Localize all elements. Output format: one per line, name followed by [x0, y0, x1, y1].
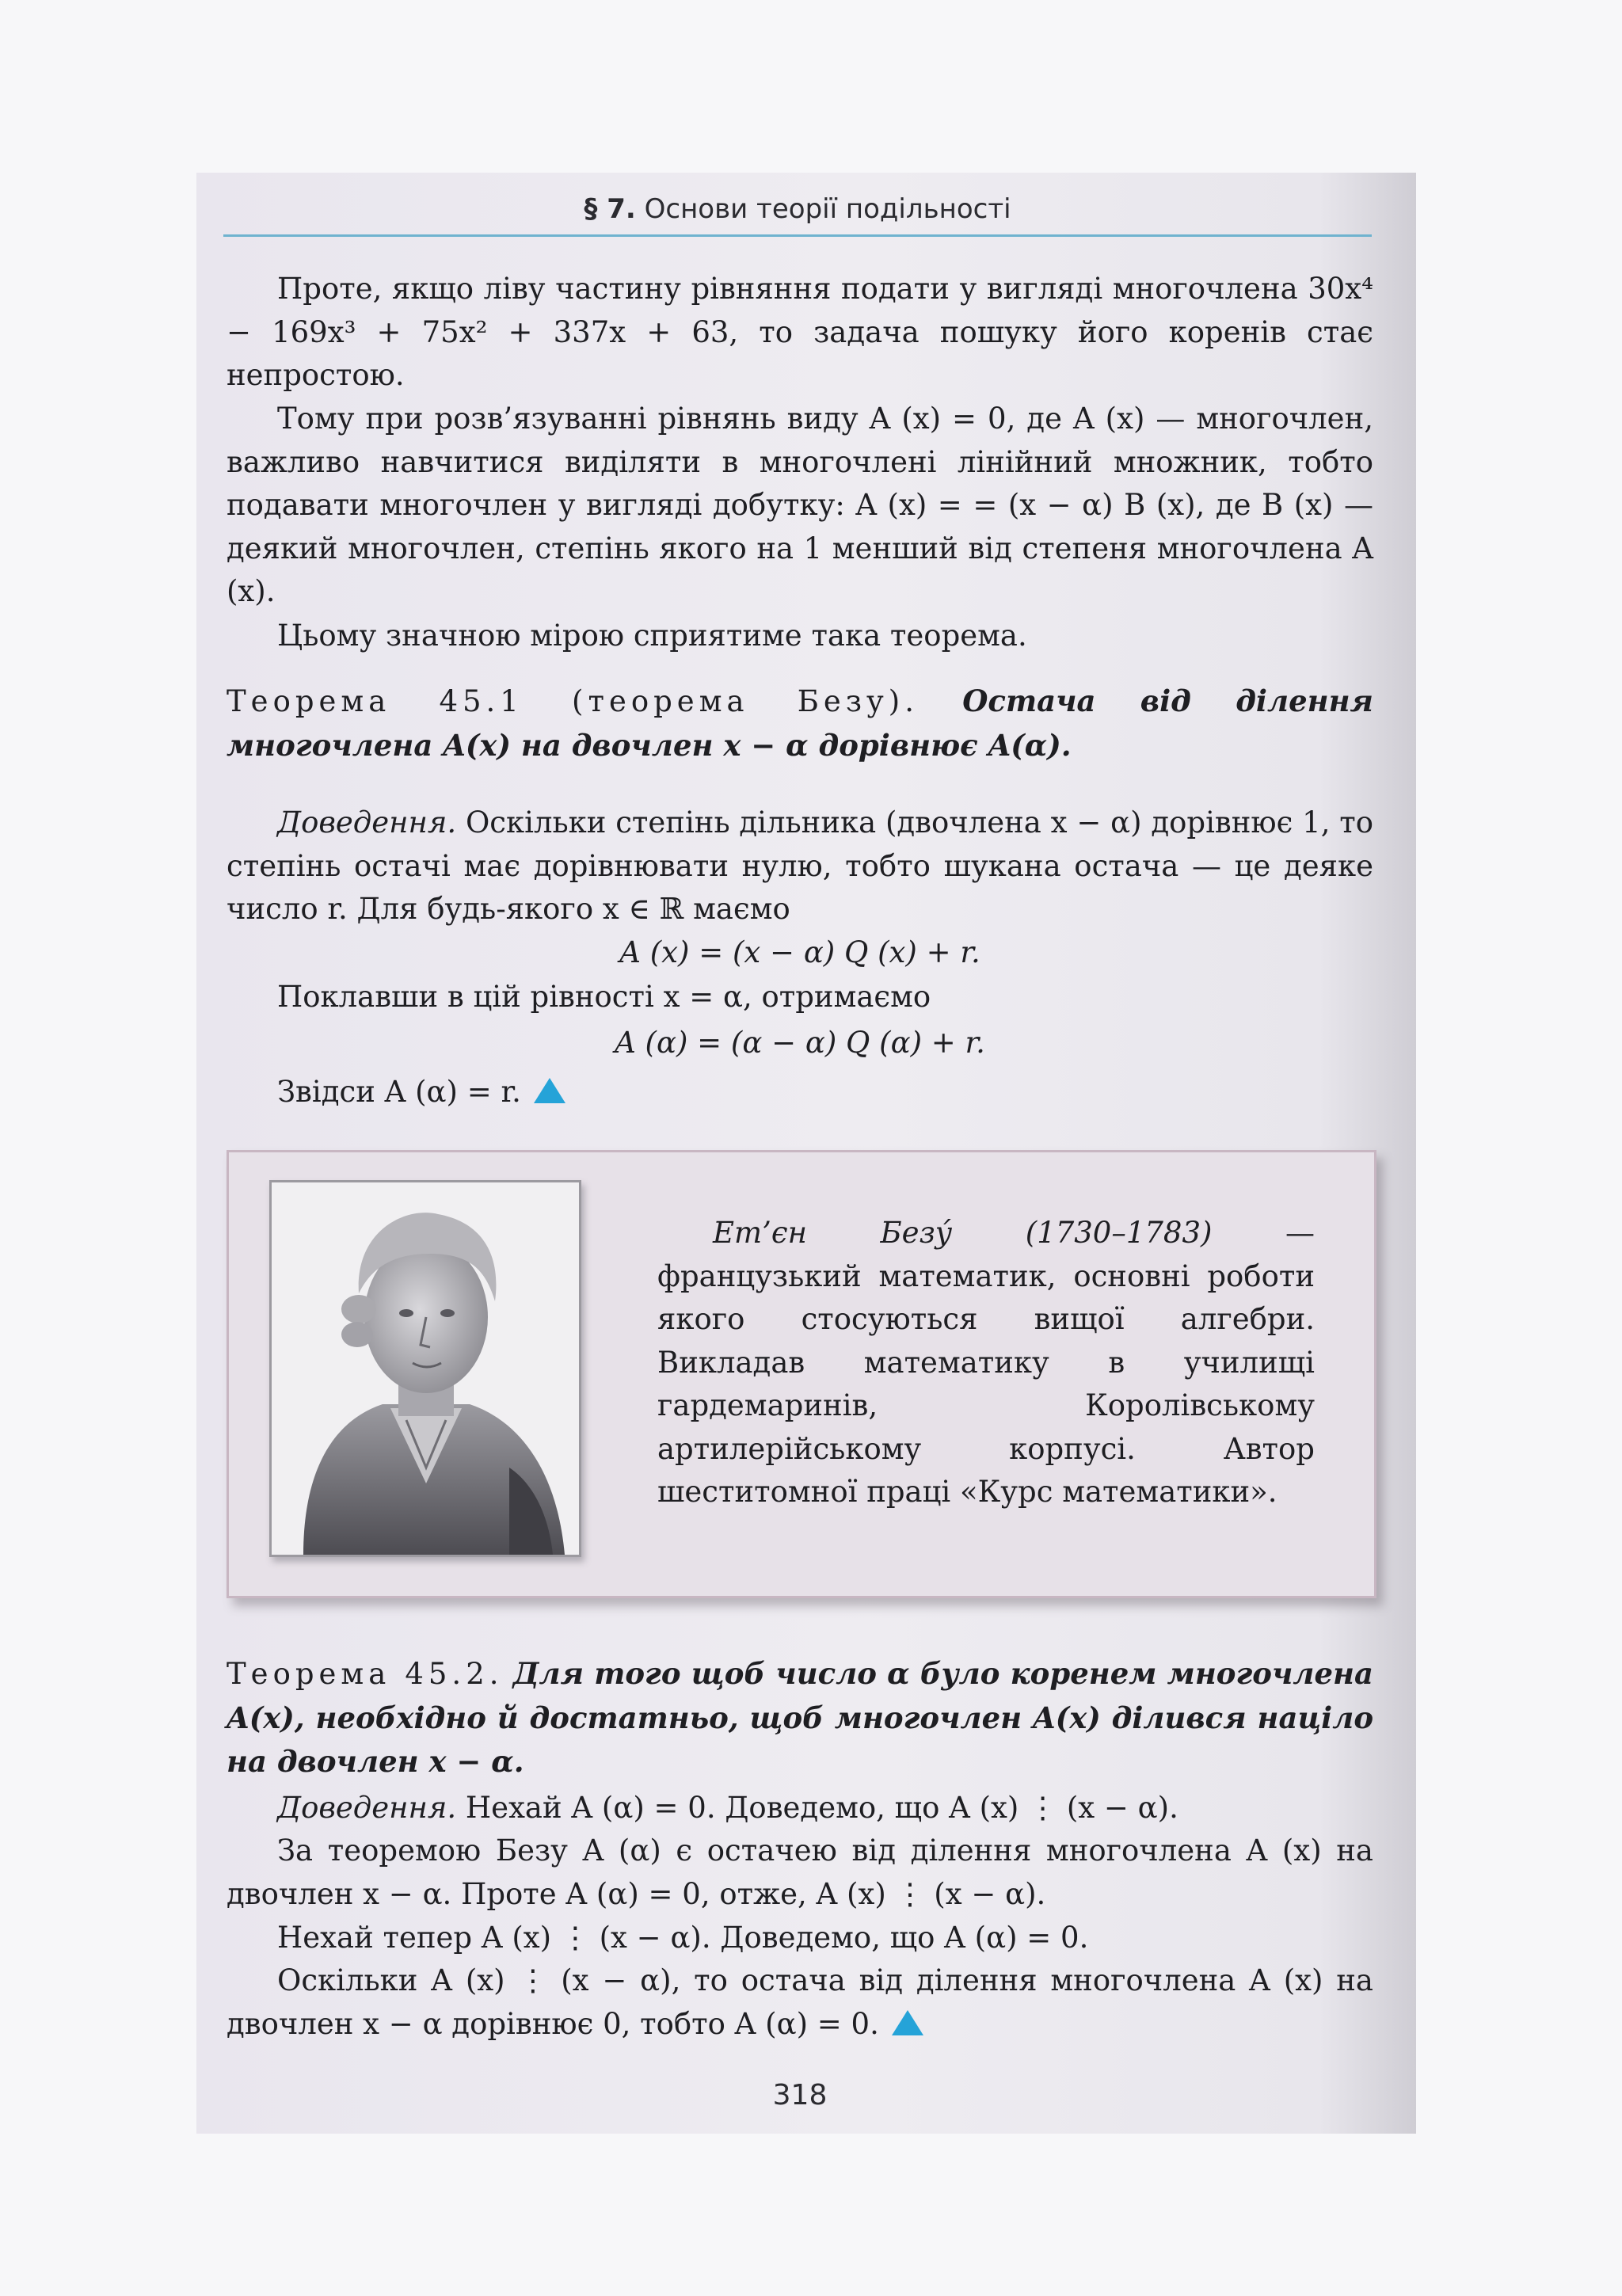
theorem-statement: Остача від ділення многочлена A(x) на двочлен x − α дорівнює A(α).	[227, 683, 1374, 763]
proof-1-paragraph	[227, 802, 1373, 931]
theorem-45-1	[227, 680, 1373, 767]
proof-text: Оскільки степінь дільника (двочлена x − α) дорівнює 1, то степінь остачі має дорівнювати нулю, тобто шукана остача — це деяке число r. Для будь-якого x ∈ ℝ маємо	[227, 805, 1374, 926]
page-number: 318	[772, 2079, 828, 2111]
header-divider	[223, 234, 1372, 237]
section-title: Основи теорії подільності	[644, 193, 1011, 225]
proof-2-line-4	[227, 1959, 1373, 2046]
paragraph-3: Цьому значною мірою сприятиме така теорема.	[277, 619, 1027, 653]
theorem-45-2	[227, 1652, 1373, 1784]
proof-2-text-1: Нехай A (α) = 0. Доведемо, що A (x) ⋮ (x − α).	[465, 1791, 1178, 1825]
theorem-label: Теорема 45.2.	[227, 1657, 504, 1691]
paragraph-2: Тому при розв’язуванні рівнянь виду A (x) = 0, де A (x) — многочлен, важливо навчитися виділяти в многочлені лінійний множник, тобто подавати многочлен у вигляді добутку: A (x) = = (x − α) B (x), де B (x) — деякий многочлен, степінь якого на 1 менший від степеня многочлена A (x).	[227, 402, 1373, 608]
biography-text	[657, 1212, 1315, 1514]
blue-triangle-icon	[534, 1078, 565, 1103]
bio-description: — французький математик, основні роботи якого стосуються вищої алгебри. Викладав математику в училищі гардемаринів, Королівському артилерійському корпусі. Автор шеститомної праці «Курс математики».	[657, 1216, 1315, 1509]
proof-2-line-2: За теоремою Безу A (α) є остачею від ділення многочлена A (x) на двочлен x − α. Проте A (α) = 0, отже, A (x) ⋮ (x − α).	[227, 1833, 1373, 1911]
page-header	[223, 179, 1372, 239]
equation-1: A (x) = (x − α) Q (x) + r.	[619, 935, 980, 969]
equation-2: A (α) = (α − α) Q (α) + r.	[615, 1026, 985, 1060]
portrait-image	[269, 1180, 581, 1557]
proof-label: Доведення.	[277, 1791, 457, 1825]
section-number: § 7.	[584, 193, 636, 225]
theorem-statement: Для того щоб число α було коренем многочлена A(x), необхідно й достатньо, щоб многочлен A(x) ділився націло на двочлен x − α.	[227, 1656, 1373, 1779]
portrait-drawing	[272, 1182, 579, 1555]
proof-2-text-4: Оскільки A (x) ⋮ (x − α), то остача від ділення многочлена A (x) на двочлен x − α дорівнює 0, тобто A (α) = 0.	[227, 1963, 1373, 2041]
proof-2-line-1	[227, 1787, 1373, 1830]
theorem-label: Теорема 45.1 (теорема Безу).	[227, 684, 919, 718]
proof-2-line-3: Нехай тепер A (x) ⋮ (x − α). Доведемо, що A (α) = 0.	[277, 1921, 1089, 1955]
proof-1-line-3	[227, 1071, 1373, 1114]
proof-1-line-2: Поклавши в цій рівності x = α, отримаємо	[277, 980, 931, 1014]
proof-conclusion: Звідси A (α) = r.	[277, 1075, 521, 1109]
blue-triangle-icon	[892, 2010, 923, 2035]
proof-label: Доведення.	[277, 805, 457, 840]
paragraph-1: Проте, якщо ліву частину рівняння подати у вигляді многочлена 30x⁴ − 169x³ + 75x² + 337x + 63, то задача пошуку його коренів стає непростою.	[227, 272, 1373, 392]
bio-name: Ет’єн Безу́ (1730–1783)	[713, 1216, 1213, 1250]
